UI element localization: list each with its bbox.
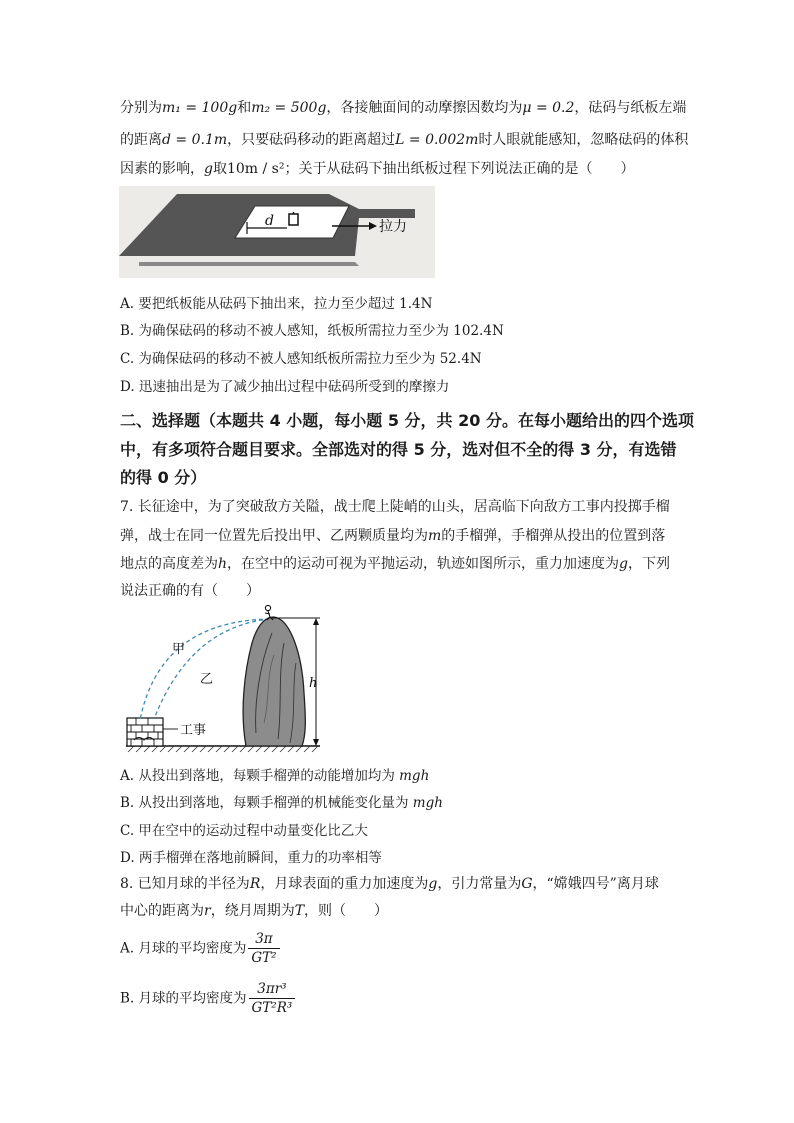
figure-label-jia: 甲 bbox=[172, 642, 186, 657]
q6-text: 因素的影响， bbox=[120, 161, 204, 177]
q8-text: ，绕月周期为 bbox=[210, 903, 295, 919]
q8-text: ，“嫦娥四号”离月球 bbox=[532, 876, 659, 892]
fraction-numerator: 3πr³ bbox=[249, 980, 296, 999]
q8-text: ，月球表面的重力加速度为 bbox=[260, 876, 429, 892]
q6-text: 时人眼就能感知，忽略砝码的体积 bbox=[478, 132, 689, 148]
q7-line-3 bbox=[120, 553, 670, 575]
q6-option-a[interactable]: A. 要把纸板能从砝码下抽出来，拉力至少超过 1.4N bbox=[120, 296, 433, 312]
q8-option-b-fraction bbox=[249, 980, 296, 1017]
q8-option-b[interactable] bbox=[120, 980, 295, 1017]
q8-line-2 bbox=[120, 900, 388, 922]
section2-header-line-1: 二、选择题（本题共 4 小题，每小题 5 分，共 20 分。在每小题给出的四个选项 bbox=[120, 411, 694, 430]
paper-board-figure bbox=[119, 186, 435, 278]
q6-line-3 bbox=[120, 158, 634, 180]
fraction-denominator: GT²R³ bbox=[251, 1000, 293, 1016]
table-edge bbox=[139, 262, 359, 266]
q7-option-a[interactable] bbox=[120, 766, 429, 786]
q6-line-2 bbox=[120, 129, 688, 151]
q6-text: 的距离 bbox=[120, 132, 162, 148]
q8-text: ，引力常量为 bbox=[437, 876, 522, 892]
q6-line-1 bbox=[120, 97, 686, 119]
q6-text: ，只要砝码移动的距离超过 bbox=[227, 132, 396, 148]
q6-g-value: 10m / s² bbox=[226, 161, 285, 177]
q7-text: ，下列 bbox=[628, 556, 670, 572]
q7-text: 地点的高度差为 bbox=[120, 556, 218, 572]
section2-header-line-2: 中，有多项符合题目要求。全部选对的得 5 分，选对但不全的得 3 分，有选错 bbox=[120, 440, 677, 459]
q6-text: 和 bbox=[237, 100, 252, 116]
q7-g: g bbox=[619, 556, 628, 572]
q6-mu: μ = 0.2 bbox=[522, 100, 575, 116]
figure-label-force: 拉力 bbox=[379, 219, 407, 235]
q8-line-1 bbox=[120, 873, 659, 895]
q8-option-a-text: A. 月球的平均密度为 bbox=[120, 940, 247, 957]
q8-option-a[interactable] bbox=[120, 930, 280, 967]
bunker bbox=[127, 718, 163, 746]
q8-r: r bbox=[204, 903, 211, 919]
q7-option-d[interactable]: D. 两手榴弹在落地前瞬间，重力的功率相等 bbox=[120, 850, 382, 866]
q7-option-b-expr: mgh bbox=[412, 795, 443, 811]
q6-text: ，砝码与纸板左端 bbox=[574, 100, 687, 116]
q6-m2: m₂ = 500g bbox=[251, 100, 327, 116]
q6-g: g bbox=[204, 161, 213, 177]
q7-m: m bbox=[428, 528, 442, 544]
q7-option-a-text: A. 从投出到落地，每颗手榴弹的动能增加均为 bbox=[120, 768, 400, 784]
q8-R: R bbox=[249, 876, 261, 892]
q6-option-b[interactable]: B. 为确保砝码的移动不被人感知，纸板所需拉力至少为 102.4N bbox=[120, 323, 504, 339]
q6-text: 分别为 bbox=[120, 100, 162, 116]
q6-text: ；关于从砝码下抽出纸板过程下列说法正确的是（ ） bbox=[284, 161, 635, 177]
q6-text: ，各接触面间的动摩擦因数均为 bbox=[326, 100, 523, 116]
q6-option-d[interactable]: D. 迅速抽出是为了减少抽出过程中砝码所受到的摩擦力 bbox=[120, 379, 450, 395]
cliff-trajectory-figure bbox=[120, 603, 330, 755]
q8-text: 8. 已知月球的半径为 bbox=[120, 876, 250, 892]
q7-text: ，在空中的运动可视为平抛运动，轨迹如图所示，重力加速度为 bbox=[227, 556, 620, 572]
q7-line-4: 说法正确的有（ ） bbox=[120, 583, 260, 599]
q6-d-value: d = 0.1m bbox=[162, 132, 228, 148]
figure-label-bunker: 工事 bbox=[180, 723, 207, 738]
ground-hatching bbox=[128, 746, 318, 752]
q8-text: 中心的距离为 bbox=[120, 903, 204, 919]
fraction-numerator: 3π bbox=[248, 930, 279, 949]
q7-option-a-expr: mgh bbox=[399, 768, 430, 784]
q8-g: g bbox=[428, 876, 438, 892]
fraction-denominator: GT² bbox=[251, 950, 277, 966]
q7-line-2 bbox=[120, 525, 665, 547]
q7-line-1: 7. 长征途中，为了突破敌方关隘，战士爬上陡峭的山头，居高临下向敌方工事内投掷手榴 bbox=[120, 499, 670, 515]
figure-label-yi: 乙 bbox=[200, 672, 214, 687]
q7-option-c[interactable]: C. 甲在空中的运动过程中动量变化比乙大 bbox=[120, 823, 368, 839]
q7-h: h bbox=[218, 556, 228, 572]
height-arrow-top bbox=[313, 618, 319, 625]
q8-G: G bbox=[521, 876, 533, 892]
q7-text: 的手榴弹，手榴弹从投出的位置到落 bbox=[441, 528, 666, 544]
q8-text: ，则（ ） bbox=[304, 903, 389, 919]
q7-option-b-text: B. 从投出到落地，每颗手榴弹的机械能变化量为 bbox=[120, 795, 413, 811]
figure-label-d: d bbox=[265, 213, 274, 229]
q8-option-a-fraction bbox=[248, 930, 279, 967]
q6-L-value: L = 0.002m bbox=[395, 132, 479, 148]
cliff bbox=[243, 617, 305, 746]
q7-option-b[interactable] bbox=[120, 793, 443, 813]
weight-block bbox=[289, 214, 298, 225]
q8-T: T bbox=[294, 903, 305, 919]
q6-option-c[interactable]: C. 为确保砝码的移动不被人感知纸板所需拉力至少为 52.4N bbox=[120, 351, 482, 367]
section2-header-line-3: 的得 0 分） bbox=[120, 468, 207, 487]
q6-m1: m₁ = 100g bbox=[162, 100, 238, 116]
q7-text: 弹，战士在同一位置先后投出甲、乙两颗质量均为 bbox=[120, 528, 428, 544]
q8-option-b-text: B. 月球的平均密度为 bbox=[120, 990, 247, 1007]
height-arrow-bottom bbox=[313, 739, 319, 746]
q6-text: 取 bbox=[212, 161, 227, 177]
figure-label-h: h bbox=[309, 676, 318, 691]
